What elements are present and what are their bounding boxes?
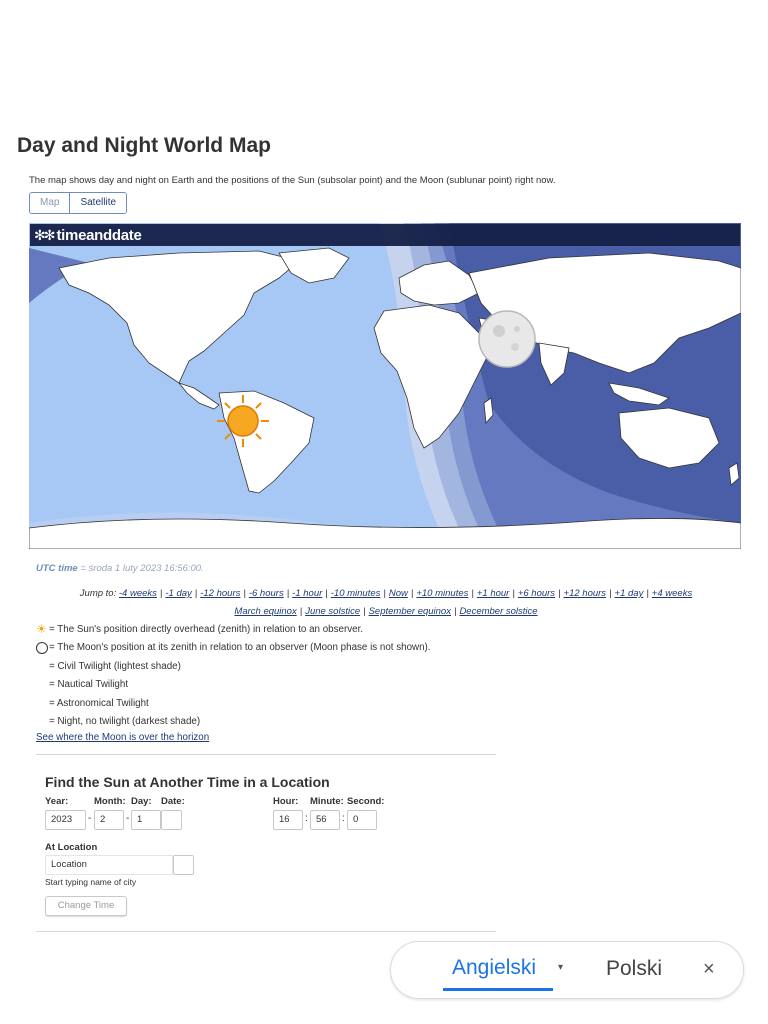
location-picker-button[interactable] — [173, 855, 194, 875]
legend-sun: ☀ = The Sun's position directly overhead (zenith) in relation to an observer. — [36, 622, 364, 637]
translate-bar — [390, 941, 744, 999]
jump-links — [36, 585, 736, 621]
target-language-tab[interactable]: Polski — [606, 957, 663, 980]
jump-march-equinox[interactable]: March equinox — [234, 606, 297, 617]
divider — [36, 754, 496, 755]
source-language-indicator — [443, 988, 553, 991]
legend-civil: = Civil Twilight (lightest shade) — [49, 660, 181, 672]
location-hint: Start typing name of city — [45, 877, 137, 887]
month-label: Month: — [94, 796, 126, 807]
change-time-button[interactable]: Change Time — [45, 896, 127, 916]
jump-row-2: March equinox | June solstice | September equinox | December solstice — [234, 606, 538, 617]
year-input[interactable]: 2023 — [45, 810, 86, 830]
satellite-view-button[interactable]: Satellite — [70, 193, 126, 213]
legend-night: = Night, no twilight (darkest shade) — [49, 716, 201, 728]
jump-row-1: Jump to: -4 weeks | -1 day | -12 hours | -6 hours | -1 hour | -10 minutes | Now | +10 minutes | +1 hour | +6 hours | +12 hours | +1 day | +4 weeks — [79, 588, 693, 599]
intro-text: The map shows day and night on Earth and the positions of the Sun (subsolar point) and the Moon (sublunar point) right now. — [29, 175, 556, 186]
close-icon[interactable]: × — [703, 958, 715, 980]
legend-moon: = The Moon's position at its zenith in relation to an observer (Moon phase is not shown). — [36, 639, 431, 658]
jump-december-solstice[interactable]: December solstice — [459, 606, 538, 617]
utc-time-value: = środa 1 luty 2023 16:56:00. — [77, 563, 204, 574]
find-sun-title: Find the Sun at Another Time in a Location — [45, 774, 330, 790]
utc-time-label: UTC time — [36, 563, 78, 574]
moon-legend-icon — [36, 642, 48, 654]
jump-minus-1-day[interactable]: -1 day — [165, 588, 192, 599]
time-separator-1: : — [305, 813, 308, 824]
brand-logo: timeanddate — [56, 226, 142, 244]
sun-legend-icon: ☀ — [36, 622, 47, 637]
jump-minus-1-hour[interactable]: -1 hour — [292, 588, 323, 599]
date-separator-1: - — [88, 813, 92, 824]
minute-label: Minute: — [310, 796, 344, 807]
jump-plus-1-hour[interactable]: +1 hour — [476, 588, 510, 599]
minute-input[interactable]: 56 — [310, 810, 340, 830]
divider-bottom — [36, 931, 496, 932]
hour-input[interactable]: 16 — [273, 810, 303, 830]
year-label: Year: — [45, 796, 69, 807]
timeanddate-logo-icon: ✻✻ — [34, 226, 54, 243]
view-toggle — [29, 192, 127, 214]
jump-september-equinox[interactable]: September equinox — [368, 606, 451, 617]
jump-minus-10-minutes[interactable]: -10 minutes — [330, 588, 381, 599]
legend-astronomical: = Astronomical Twilight — [49, 697, 149, 709]
day-night-map[interactable] — [29, 223, 741, 549]
second-label: Second: — [347, 796, 385, 807]
jump-plus-1-day[interactable]: +1 day — [614, 588, 644, 599]
hour-label: Hour: — [273, 796, 299, 807]
month-input[interactable]: 2 — [94, 810, 124, 830]
map-legend — [36, 620, 431, 731]
date-separator-2: - — [126, 813, 130, 824]
legend-nautical: = Nautical Twilight — [49, 679, 129, 691]
location-input[interactable]: Location — [45, 855, 173, 875]
jump-minus-12-hours[interactable]: -12 hours — [200, 588, 241, 599]
map-view-button[interactable]: Map — [30, 193, 70, 213]
source-language-tab[interactable]: Angielski — [452, 956, 537, 979]
world-map-svg — [29, 223, 741, 549]
moon-horizon-link[interactable]: See where the Moon is over the horizon — [36, 732, 210, 743]
jump-june-solstice[interactable]: June solstice — [305, 606, 361, 617]
day-label: Day: — [131, 796, 152, 807]
date-label: Date: — [161, 796, 185, 807]
jump-minus-4-weeks[interactable]: -4 weeks — [118, 588, 157, 599]
jump-plus-6-hours[interactable]: +6 hours — [517, 588, 556, 599]
utc-time — [36, 563, 204, 574]
jump-plus-10-minutes[interactable]: +10 minutes — [416, 588, 469, 599]
day-input[interactable]: 1 — [131, 810, 161, 830]
jump-prefix: Jump to: — [79, 588, 119, 599]
jump-now[interactable]: Now — [388, 588, 408, 599]
date-picker-input[interactable] — [161, 810, 182, 830]
time-separator-2: : — [342, 813, 345, 824]
jump-plus-12-hours[interactable]: +12 hours — [563, 588, 607, 599]
page-title: Day and Night World Map — [17, 134, 271, 157]
second-input[interactable]: 0 — [347, 810, 377, 830]
jump-plus-4-weeks[interactable]: +4 weeks — [651, 588, 693, 599]
location-label: At Location — [45, 842, 98, 853]
jump-minus-6-hours[interactable]: -6 hours — [248, 588, 284, 599]
brand-bar — [30, 224, 740, 246]
chevron-down-icon[interactable]: ▾ — [558, 962, 564, 973]
moon-icon — [479, 311, 535, 367]
